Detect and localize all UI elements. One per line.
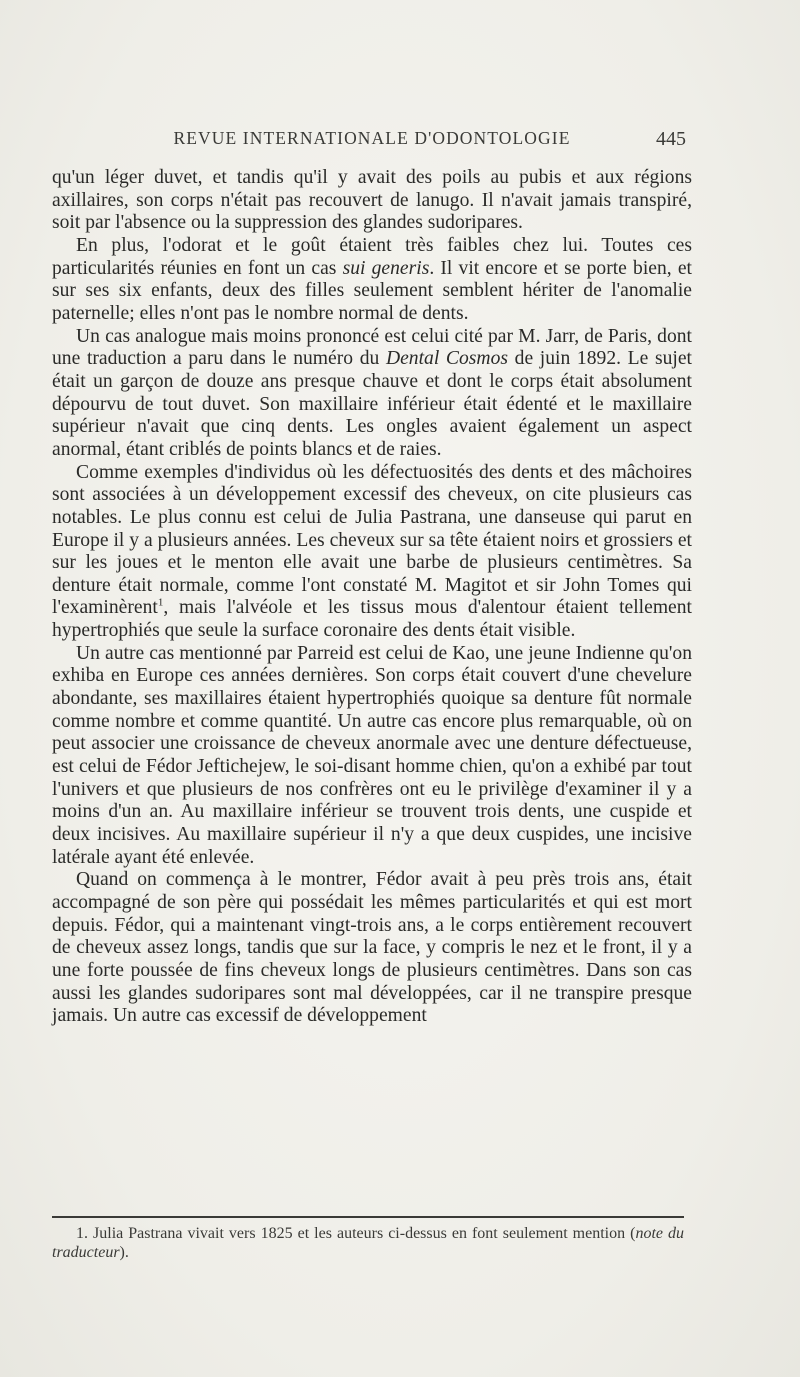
- paragraph: [52, 643, 692, 870]
- footnote: [52, 1224, 684, 1262]
- text-run: . Il vit encore et se porte bien, et sur ses six enfants, deux des filles seulement semblent hériter de l'anomalie paternelle; elles n'ont pas le nombre normal de dents.: [52, 257, 692, 324]
- text-run: ).: [119, 1244, 129, 1261]
- text-run: 1. Julia Pastrana vivait vers 1825 et les auteurs ci-dessus en font seulement mention (: [76, 1225, 636, 1242]
- italic-text: sui generis: [342, 257, 430, 279]
- paragraph: [52, 869, 692, 1028]
- text-run: Comme exemples d'individus où les défectuosités des dents et des mâchoires sont associées à un développement excessif des cheveux, on cite plusieurs cas notables. Le plus connu est celui de Julia Pastrana, une danseuse qui parut en Europe il y a plusieurs années. Les cheveux sur sa tête étaient noirs et grossiers et sur les joues et le menton elle avait une barbe de plusieurs centimètres. Sa denture était normale, comme l'ont constaté M. Magitot et sir John Tomes qui l'examinèrent: [52, 461, 692, 619]
- paragraph: [52, 462, 692, 643]
- text-run: de juin 1892. Le sujet était un garçon de douze ans presque chauve et dont le corps était absolument dépourvu de tout duvet. Son maxillaire inférieur était édenté et le maxillaire supérieur n'avait que cinq dents. Les ongles avaient également un aspect anormal, étant criblés de points blancs et de raies.: [52, 348, 692, 460]
- text-run: qu'un léger duvet, et tandis qu'il y avait des poils au pubis et aux régions axillaires, son corps n'était pas recouvert de lanugo. Il n'avait jamais transpiré, soit par l'absence ou la suppression des glandes sudoripares.: [52, 167, 692, 234]
- text-run: Un autre cas mentionné par Parreid est celui de Kao, une jeune Indienne qu'on exhiba en Europe ces années dernières. Son corps était couvert d'une chevelure abondante, ses maxillaires étaient hypertrophiés quoique sa denture fût normale comme nombre et comme quantité. Un autre cas encore plus remarquable, où on peut associer une croissance de cheveux anormale avec une denture défectueuse, est celui de Fédor Jeftichejew, le soi-disant homme chien, qu'on a exhibé par tout l'univers et que plusieurs de nos confrères ont eu le privilège d'examiner il y a moins d'un an. Au maxillaire inférieur se trouvent trois dents, une cuspide et deux incisives. Au maxillaire supérieur il n'y a que deux cuspides, une incisive latérale ayant été enlevée.: [52, 642, 692, 868]
- paragraph: [52, 167, 692, 235]
- text-run: , mais l'alvéole et les tissus mous d'alentour étaient tellement hypertrophiés que seule la surface coronaire des dents était visible.: [52, 597, 692, 642]
- running-head: [52, 128, 692, 152]
- paragraph: [52, 326, 692, 462]
- running-title: REVUE INTERNATIONALE D'ODONTOLOGIE: [173, 128, 571, 148]
- italic-text: note du traducteur: [52, 1225, 685, 1261]
- text-run: En plus, l'odorat et le goût étaient très faibles chez lui. Toutes ces particularités réunies en font un cas: [52, 234, 692, 279]
- footnote-reference: 1: [157, 596, 164, 609]
- paragraph: [52, 235, 692, 326]
- footnote-rule: [52, 1216, 684, 1218]
- italic-text: Dental Cosmos: [385, 348, 508, 370]
- text-run: Quand on commença à le montrer, Fédor avait à peu près trois ans, était accompagné de son père qui possédait les mêmes particularités et qui est mort depuis. Fédor, qui a maintenant vingt-trois ans, a le corps entièrement recouvert de cheveux assez longs, tandis que sur la face, y compris le nez et le front, il y a une forte poussée de fins cheveux longs de plusieurs centimètres. Dans son cas aussi les glandes sudoripares sont mal développées, car il ne transpire presque jamais. Un autre cas excessif de développement: [52, 869, 692, 1027]
- text-run: Un cas analogue mais moins prononcé est celui cité par M. Jarr, de Paris, dont une traduction a paru dans le numéro du: [52, 325, 692, 370]
- page-number: 445: [656, 128, 686, 150]
- body-text: [52, 167, 692, 1028]
